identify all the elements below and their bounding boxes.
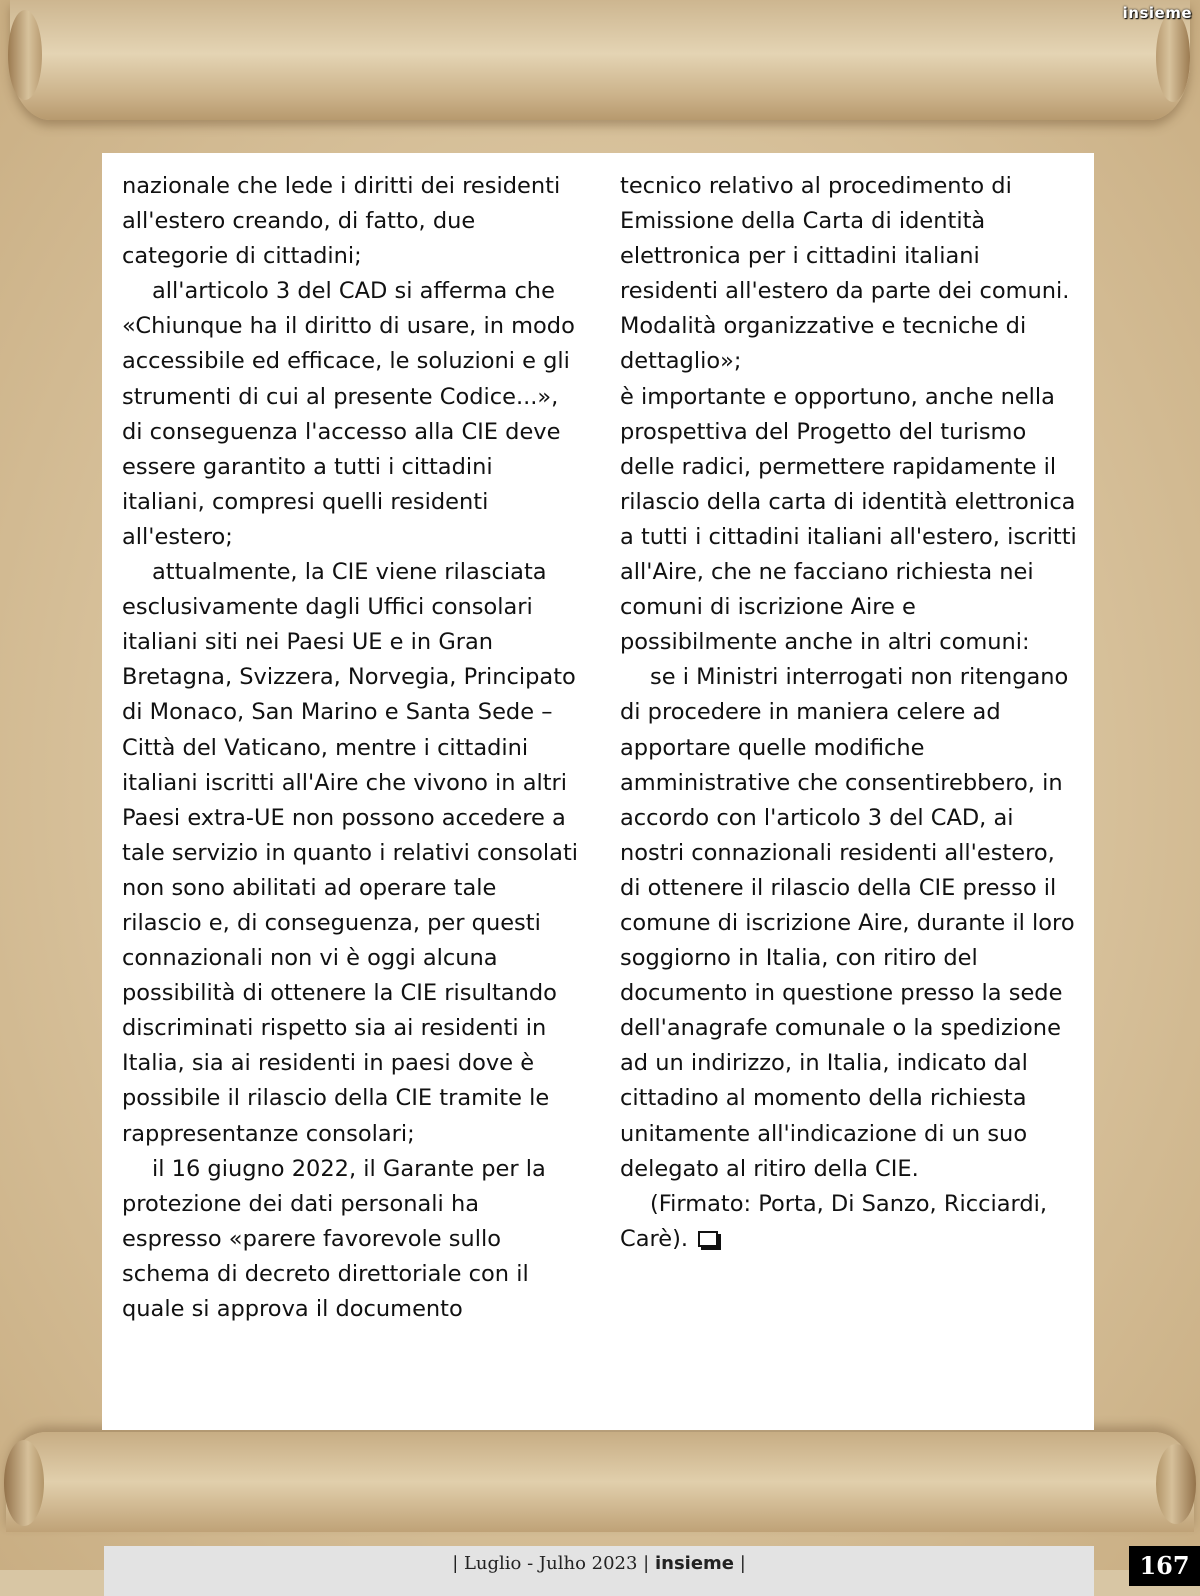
article-left-column	[122, 169, 582, 1469]
footer-brand: insieme	[654, 1553, 734, 1574]
footer-issue-date: | Luglio - Julho 2023 |	[452, 1553, 655, 1574]
end-of-article-icon	[698, 1231, 718, 1247]
article-paragraph: tecnico relativo al procedimento di Emissione della Carta di identità elettronica per i cittadini italiani residenti all'estero da parte dei comuni. Modalità organizzative e tecniche di dettaglio»;	[620, 173, 1070, 375]
article-paragraph: attualmente, la CIE viene rilasciata esclusivamente dagli Uffici consolari italiani siti nei Paesi UE e in Gran Bretagna, Svizzera, Norvegia, Principato di Monaco, San Marino e Santa Sede – Città del Vaticano, mentre i cittadini italiani iscritti all'Aire che vivono in altri Paesi extra-UE non possono accedere a tale servizio in quanto i relativi consolati non sono abilitati ad operare tale rilascio e, di conseguenza, per questi connazionali non vi è oggi alcuna possibilità di ottenere la CIE risultando discriminati rispetto sia ai residenti in Italia, sia ai residenti in paesi dove è possibile il rilascio della CIE tramite le rappresentanze consolari;	[122, 559, 579, 1147]
footer-issue-line	[104, 1553, 1094, 1587]
article-paragraph: il 16 giugno 2022, il Garante per la protezione dei dati personali ha espresso «parere favorevole sullo schema di decreto direttoriale con il quale si approva il documento	[122, 1155, 546, 1322]
footer-issue-suffix: |	[734, 1553, 746, 1574]
article-paragraph: se i Ministri interrogati non ritengano di procedere in maniera celere ad apportare quelle modifiche amministrative che consentirebbero, in accordo con l'articolo 3 del CAD, ai nostri connazionali residenti all'estero, di ottenere il rilascio della CIE presso il comune di iscrizione Aire, durante il loro soggiorno in Italia, con ritiro del documento in questione presso la sede dell'anagrafe comunale o la spedizione ad un indirizzo, in Italia, indicato dal cittadino al momento della richiesta unitamente all'indicazione di un suo delegato al ritiro della CIE.	[620, 664, 1075, 1182]
article-columns	[122, 169, 1080, 1469]
signature-text: (Firmato: Porta, Di Sanzo, Ricciardi, Carè).	[620, 1190, 1048, 1252]
article-paragraph: all'articolo 3 del CAD si afferma che «Chiunque ha il diritto di usare, in modo accessibile ed efficace, le soluzioni e gli strumenti di cui al presente Codice...», di conseguenza l'accesso alla CIE deve essere garantito a tutti i cittadini italiani, compresi quelli residenti all'estero;	[122, 278, 575, 550]
scroll-bottom-curl-left	[4, 1440, 44, 1526]
article-right-column	[620, 169, 1080, 1469]
scroll-top-roll	[10, 0, 1190, 120]
page-number: 167	[1129, 1546, 1200, 1586]
scroll-top-curl-right	[1156, 12, 1190, 102]
article-paragraph: è importante e opportuno, anche nella prospettiva del Progetto del turismo delle radici, permettere rapidamente il rilascio della carta di identità elettronica a tutti i cittadini italiani all'estero, iscritti all'Aire, che ne facciano richiesta nei comuni di iscrizione Aire e possibilmente anche in altri comuni:	[620, 383, 1077, 656]
scroll-top-curl-left	[8, 10, 42, 100]
article-signature	[620, 1187, 1080, 1257]
header-brand-logo: insieme	[1122, 4, 1192, 22]
scroll-bottom-curl-right	[1156, 1444, 1196, 1524]
article-paragraph: nazionale che lede i diritti dei residenti all'estero creando, di fatto, due categorie di cittadini;	[122, 173, 561, 270]
